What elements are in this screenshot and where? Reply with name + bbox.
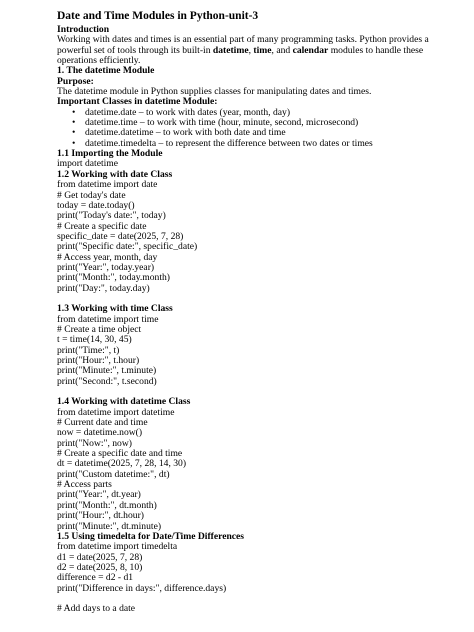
keyword-datetime: datetime bbox=[212, 44, 249, 56]
document-page bbox=[57, 10, 457, 615]
code-line: # Create a specific date bbox=[57, 220, 147, 232]
code-line: print("Today's date:", today) bbox=[57, 210, 166, 222]
list-item-text: datetime.datetime – to work with both date and time bbox=[85, 127, 286, 139]
code-line: from datetime import timedelta bbox=[57, 541, 178, 553]
intro-heading: Introduction bbox=[57, 24, 110, 35]
code-line: print("Hour:", t.hour) bbox=[57, 355, 140, 366]
code-line: print("Month:", dt.month) bbox=[57, 499, 157, 511]
code-line: # Get today's date bbox=[57, 189, 126, 201]
section-1-1-heading: 1.1 Importing the Module bbox=[57, 148, 163, 160]
code-line: specific_date = date(2025, 7, 28) bbox=[57, 230, 184, 242]
code-line: from datetime import datetime bbox=[57, 406, 175, 418]
code-line: from datetime import time bbox=[57, 313, 159, 325]
section-1-heading: 1. The datetime Module bbox=[57, 65, 155, 77]
intro-sep-1: , bbox=[248, 44, 254, 56]
code-line: print("Year:", dt.year) bbox=[57, 489, 141, 501]
intro-text-end: modules to handle these operations efficiently. bbox=[57, 44, 424, 67]
document-title: Date and Time Modules in Python-unit-3 bbox=[57, 10, 259, 22]
code-line: from datetime import date bbox=[57, 179, 158, 191]
bullet-icon: • bbox=[72, 117, 76, 129]
classes-heading: Important Classes in datetime Module: bbox=[57, 96, 218, 108]
intro-paragraph bbox=[57, 35, 457, 66]
code-line: d1 = date(2025, 7, 28) bbox=[57, 551, 143, 563]
code-line: print("Hour:", dt.hour) bbox=[57, 510, 144, 522]
purpose-text: The datetime module in Python supplies classes for manipulating dates and times. bbox=[57, 86, 372, 98]
bullet-icon: • bbox=[72, 106, 76, 118]
code-line: # Access parts bbox=[57, 479, 112, 491]
code-line: print("Specific date:", specific_date) bbox=[57, 241, 198, 253]
code-line: # Access year, month, day bbox=[57, 251, 158, 263]
code-line: print("Time:", t) bbox=[57, 344, 120, 356]
code-line: # Create a time object bbox=[57, 323, 142, 335]
keyword-calendar: calendar bbox=[292, 44, 329, 56]
code-line: print("Now:", now) bbox=[57, 437, 132, 449]
code-line: # Add days to a date bbox=[57, 603, 136, 615]
code-line: print("Day:", today.day) bbox=[57, 282, 150, 294]
bullet-icon: • bbox=[72, 127, 76, 139]
intro-text-start: Working with dates and times is an essential part of many programming tasks. Python provides a powerful set of tools through its built-in bbox=[57, 34, 429, 56]
purpose-label: Purpose: bbox=[57, 75, 94, 87]
code-line: difference = d2 - d1 bbox=[57, 572, 134, 584]
code-line: d2 = date(2025, 8, 10) bbox=[57, 561, 143, 573]
code-line: print("Minute:", dt.minute) bbox=[57, 520, 162, 532]
list-item-text: datetime.date – to work with dates (year, month, day) bbox=[85, 106, 291, 118]
section-1-3-heading: 1.3 Working with time Class bbox=[57, 303, 173, 315]
intro-sep-2: , and bbox=[271, 44, 293, 56]
keyword-time: time bbox=[253, 44, 272, 56]
section-1-4-heading: 1.4 Working with datetime Class bbox=[57, 396, 191, 408]
code-line: dt = datetime(2025, 7, 28, 14, 30) bbox=[57, 458, 187, 470]
code-line: t = time(14, 30, 45) bbox=[57, 334, 132, 346]
code-line: now = datetime.now() bbox=[57, 427, 143, 439]
section-1-2-heading: 1.2 Working with date Class bbox=[57, 168, 173, 180]
code-line: print("Year:", today.year) bbox=[57, 261, 155, 273]
bullet-icon: • bbox=[72, 137, 76, 149]
code-line: print("Minute:", t.minute) bbox=[57, 365, 157, 377]
code-line: print("Custom datetime:", dt) bbox=[57, 468, 170, 480]
list-item bbox=[57, 139, 457, 149]
classes-list bbox=[57, 108, 457, 149]
code-line: import datetime bbox=[57, 158, 119, 170]
code-line: # Current date and time bbox=[57, 417, 148, 429]
code-line: # Create a specific date and time bbox=[57, 448, 183, 460]
code-line: today = date.today() bbox=[57, 199, 135, 211]
code-line: print("Month:", today.month) bbox=[57, 272, 170, 284]
code-line: print("Second:", t.second) bbox=[57, 375, 157, 387]
list-item-text: datetime.time – to work with time (hour, minute, second, microsecond) bbox=[85, 117, 359, 129]
section-1-5-heading: 1.5 Using timedelta for Date/Time Differences bbox=[57, 530, 245, 542]
code-line: print("Difference in days:", difference.days) bbox=[57, 582, 227, 594]
list-item-text: datetime.timedelta – to represent the difference between two dates or times bbox=[85, 137, 373, 149]
